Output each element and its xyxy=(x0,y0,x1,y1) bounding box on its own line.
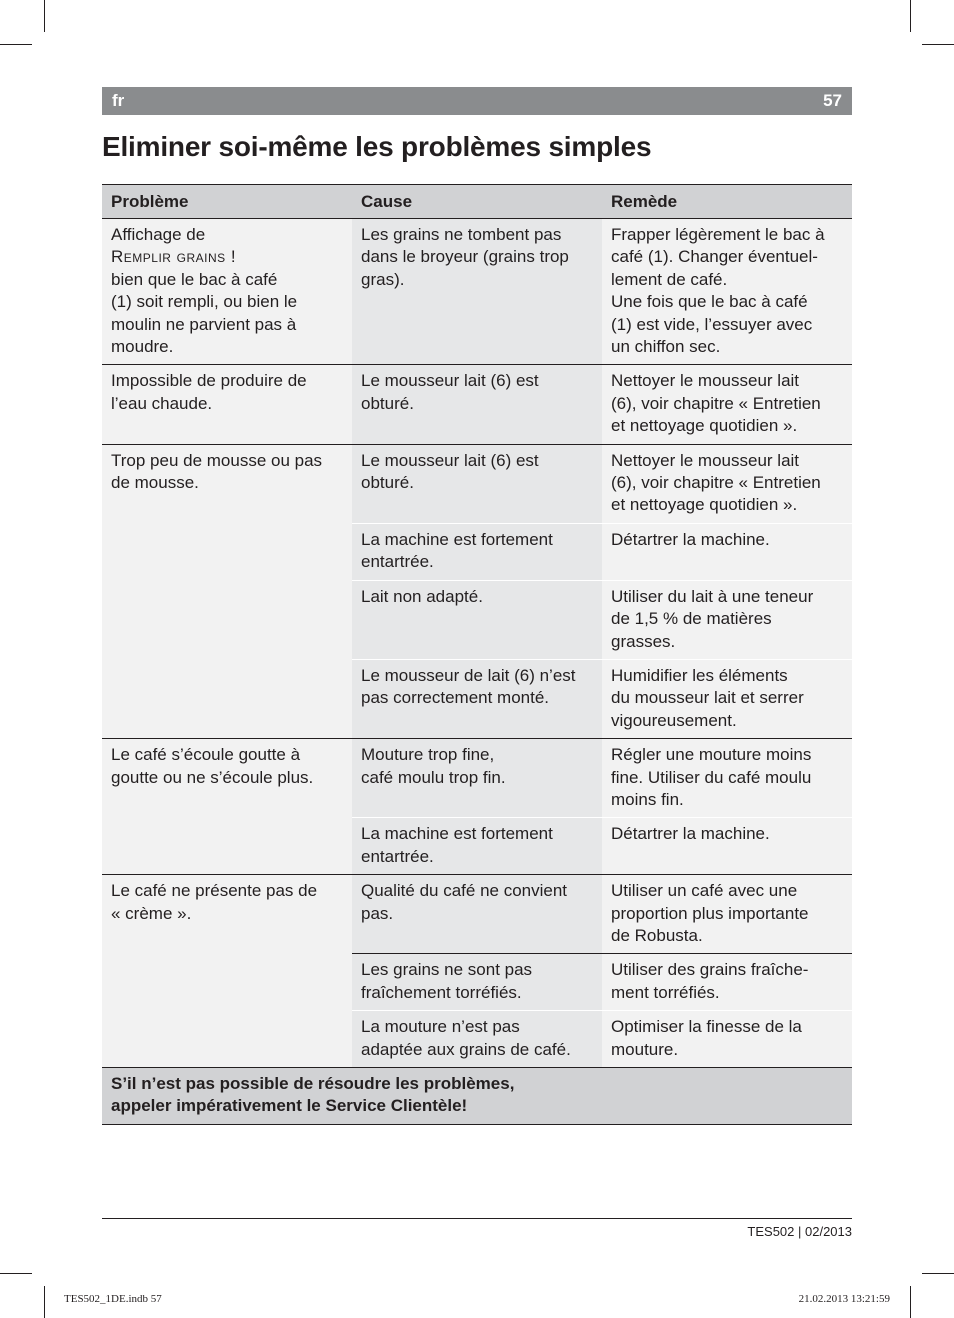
display-message: Remplir grains ! xyxy=(111,247,237,267)
footer-rule xyxy=(102,1218,852,1219)
language-code: fr xyxy=(112,91,125,110)
cause-cell: Mouture trop fine, café moulu trop fin. xyxy=(352,739,602,818)
remedy-cell: Utiliser des grains fraîche- ment torréfiés. xyxy=(602,954,852,1011)
troubleshooting-table xyxy=(102,184,852,1125)
cause-cell: Qualité du café ne convient pas. xyxy=(352,875,602,954)
cause-cell: Lait non adapté. xyxy=(352,580,602,659)
service-note: S’il n’est pas possible de résoudre les problèmes, appeler impérativement le Service Clientèle! xyxy=(102,1068,852,1125)
cause-cell: Le mousseur lait (6) est obturé. xyxy=(352,365,602,444)
table-row xyxy=(102,875,852,954)
crop-mark xyxy=(910,1286,911,1318)
table-header-row xyxy=(102,185,852,219)
print-slug-file: TES502_1DE.indb 57 xyxy=(64,1293,162,1305)
crop-mark xyxy=(922,1273,954,1274)
remedy-cell: Frapper légèrement le bac à café (1). Changer éventuel- lement de café. Une fois que le bac à café (1) est vide, l’essuyer avec un chiffon sec. xyxy=(602,219,852,365)
column-header-remedy: Remède xyxy=(602,185,852,219)
crop-mark xyxy=(922,44,954,45)
cause-cell: Le mousseur de lait (6) n’est pas correctement monté. xyxy=(352,659,602,738)
remedy-cell: Nettoyer le mousseur lait (6), voir chapitre « Entretien et nettoyage quotidien ». xyxy=(602,444,852,523)
crop-mark xyxy=(44,1286,45,1318)
cause-cell: Le mousseur lait (6) est obturé. xyxy=(352,444,602,523)
cause-cell: La machine est fortement entartrée. xyxy=(352,523,602,580)
problem-cell: Impossible de produire de l’eau chaude. xyxy=(102,365,352,444)
crop-mark xyxy=(44,0,45,32)
remedy-cell: Humidifier les éléments du mousseur lait et serrer vigoureusement. xyxy=(602,659,852,738)
table-footer-row xyxy=(102,1068,852,1125)
remedy-cell: Détartrer la machine. xyxy=(602,523,852,580)
problem-cell: Le café s’écoule goutte à goutte ou ne s’écoule plus. xyxy=(102,739,352,875)
problem-cell: Le café ne présente pas de « crème ». xyxy=(102,875,352,1068)
crop-mark xyxy=(0,44,32,45)
cause-cell: Les grains ne tombent pas dans le broyeur (grains trop gras). xyxy=(352,219,602,365)
column-header-problem: Problème xyxy=(102,185,352,219)
cause-cell: Les grains ne sont pas fraîchement torréfiés. xyxy=(352,954,602,1011)
crop-mark xyxy=(0,1273,32,1274)
remedy-cell: Utiliser un café avec une proportion plus importante de Robusta. xyxy=(602,875,852,954)
crop-mark xyxy=(910,0,911,32)
problem-cell: Trop peu de mousse ou pas de mousse. xyxy=(102,444,352,738)
column-header-cause: Cause xyxy=(352,185,602,219)
problem-cell: Affichage de Remplir grains ! bien que le bac à café (1) soit rempli, ou bien le moulin ne parvient pas à moudre. xyxy=(102,219,352,365)
cause-cell: La mouture n’est pas adaptée aux grains de café. xyxy=(352,1011,602,1068)
table-row xyxy=(102,739,852,818)
page-number: 57 xyxy=(823,91,842,110)
cause-cell: La machine est fortement entartrée. xyxy=(352,818,602,875)
remedy-cell: Détartrer la machine. xyxy=(602,818,852,875)
table-row xyxy=(102,444,852,523)
remedy-cell: Optimiser la finesse de la mouture. xyxy=(602,1011,852,1068)
remedy-cell: Nettoyer le mousseur lait (6), voir chapitre « Entretien et nettoyage quotidien ». xyxy=(602,365,852,444)
table-row xyxy=(102,219,852,365)
remedy-cell: Utiliser du lait à une teneur de 1,5 % de matières grasses. xyxy=(602,580,852,659)
print-slug-datetime: 21.02.2013 13:21:59 xyxy=(798,1293,890,1305)
table-row xyxy=(102,365,852,444)
remedy-cell: Régler une mouture moins fine. Utiliser du café moulu moins fin. xyxy=(602,739,852,818)
page-title: Eliminer soi-même les problèmes simples xyxy=(102,131,652,162)
document-code: TES502 | 02/2013 xyxy=(747,1224,852,1239)
page-header-bar xyxy=(102,87,852,115)
